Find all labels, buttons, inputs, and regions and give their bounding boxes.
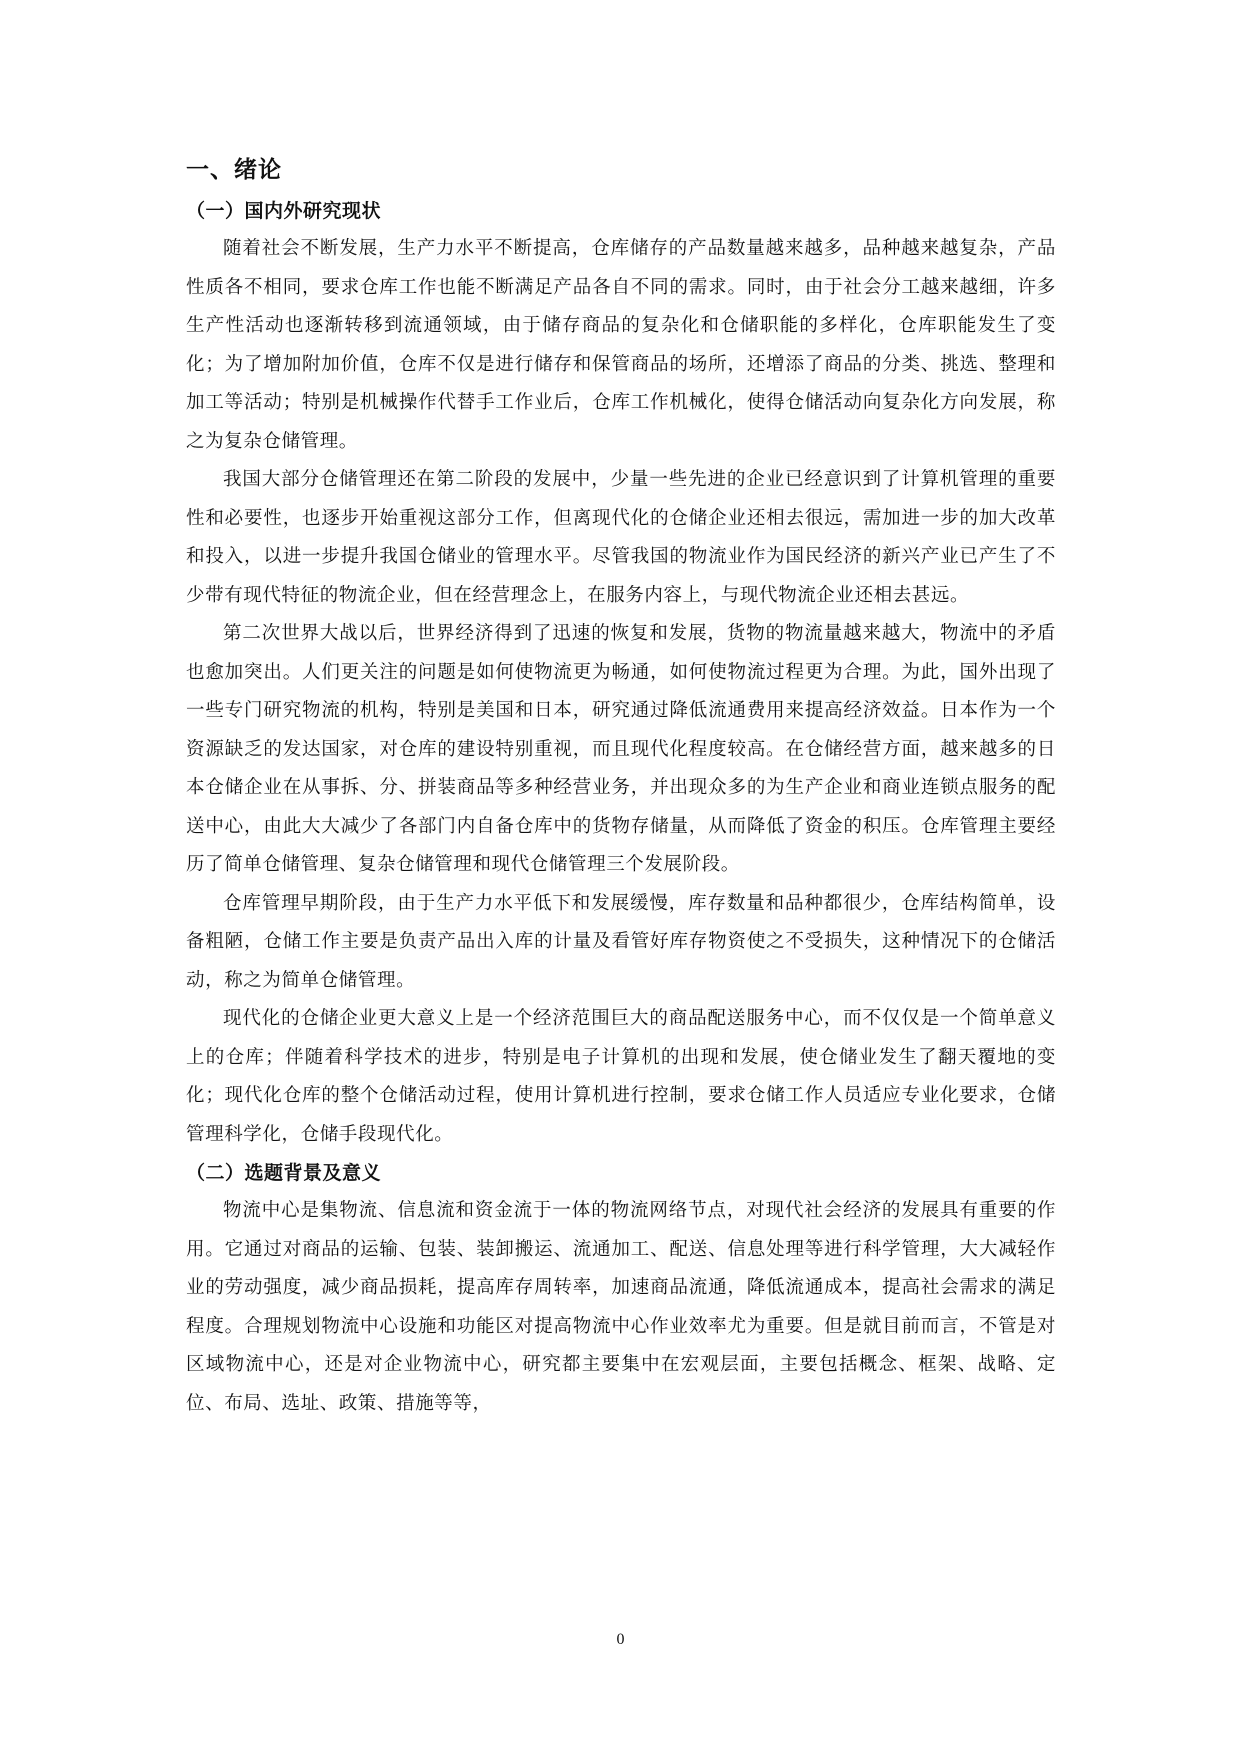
paragraph: 仓库管理早期阶段，由于生产力水平低下和发展缓慢，库存数量和品种都很少，仓库结构简单，设备粗陋，仓储工作主要是负责产品出入库的计量及看管好库存物资使之不受损失，这种情况下的仓储活动，称之为简单仓储管理。 bbox=[186, 892, 1056, 991]
chapter-heading: 一、绪论 bbox=[186, 157, 282, 183]
paragraph: 第二次世界大战以后，世界经济得到了迅速的恢复和发展，货物的物流量越来越大，物流中的矛盾也愈加突出。人们更关注的问题是如何使物流更为畅通，如何使物流过程更为合理。为此，国外出现了一些专门研究物流的机构，特别是美国和日本，研究通过降低流通费用来提高经济效益。日本作为一个资源缺乏的发达国家，对仓库的建设特别重视，而且现代化程度较高。在仓储经营方面，越来越多的日本仓储企业在从事拆、分、拼装商品等多种经营业务，并出现众多的为生产企业和商业连锁点服务的配送中心，由此大大减少了各部门内自备仓库中的货物存储量，从而降低了资金的积压。仓库管理主要经历了简单仓储管理、复杂仓储管理和现代仓储管理三个发展阶段。 bbox=[186, 623, 1056, 875]
paragraph: 随着社会不断发展，生产力水平不断提高，仓库储存的产品数量越来越多，品种越来越复杂，产品性质各不相同，要求仓库工作也能不断满足产品各自不同的需求。同时，由于社会分工越来越细，许多生产性活动也逐渐转移到流通领域，由于储存商品的复杂化和仓储职能的多样化，仓库职能发生了变化；为了增加附加价值，仓库不仅是进行储存和保管商品的场所，还增添了商品的分类、挑选、整理和加工等活动；特别是机械操作代替手工作业后，仓库工作机械化，使得仓储活动向复杂化方向发展，称之为复杂仓储管理。 bbox=[186, 238, 1056, 452]
paragraph: 我国大部分仓储管理还在第二阶段的发展中，少量一些先进的企业已经意识到了计算机管理的重要性和必要性，也逐步开始重视这部分工作，但离现代化的仓储企业还相去很远，需加进一步的加大改革和投入，以进一步提升我国仓储业的管理水平。尽管我国的物流业作为国民经济的新兴产业已产生了不少带有现代特征的物流企业，但在经营理念上，在服务内容上，与现代物流企业还相去甚远。 bbox=[186, 469, 1056, 606]
page-number: 0 bbox=[616, 1631, 625, 1648]
section-heading-background: （二）选题背景及意义 bbox=[186, 1162, 382, 1184]
document-body bbox=[186, 152, 1056, 1423]
paragraph: 物流中心是集物流、信息流和资金流于一体的物流网络节点，对现代社会经济的发展具有重要的作用。它通过对商品的运输、包装、装卸搬运、流通加工、配送、信息处理等进行科学管理，大大减轻作业的劳动强度，减少商品损耗，提高库存周转率，加速商品流通，降低流通成本，提高社会需求的满足程度。合理规划物流中心设施和功能区对提高物流中心作业效率尤为重要。但是就目前而言，不管是对区域物流中心，还是对企业物流中心，研究都主要集中在宏观层面，主要包括概念、框架、战略、定位、布局、选址、政策、措施等等， bbox=[186, 1200, 1056, 1414]
section-heading-research-status: （一）国内外研究现状 bbox=[186, 200, 382, 222]
paragraph: 现代化的仓储企业更大意义上是一个经济范围巨大的商品配送服务中心，而不仅仅是一个简单意义上的仓库；伴随着科学技术的进步，特别是电子计算机的出现和发展，使仓储业发生了翻天覆地的变化；现代化仓库的整个仓储活动过程，使用计算机进行控制，要求仓储工作人员适应专业化要求，仓储管理科学化，仓储手段现代化。 bbox=[186, 1008, 1056, 1145]
